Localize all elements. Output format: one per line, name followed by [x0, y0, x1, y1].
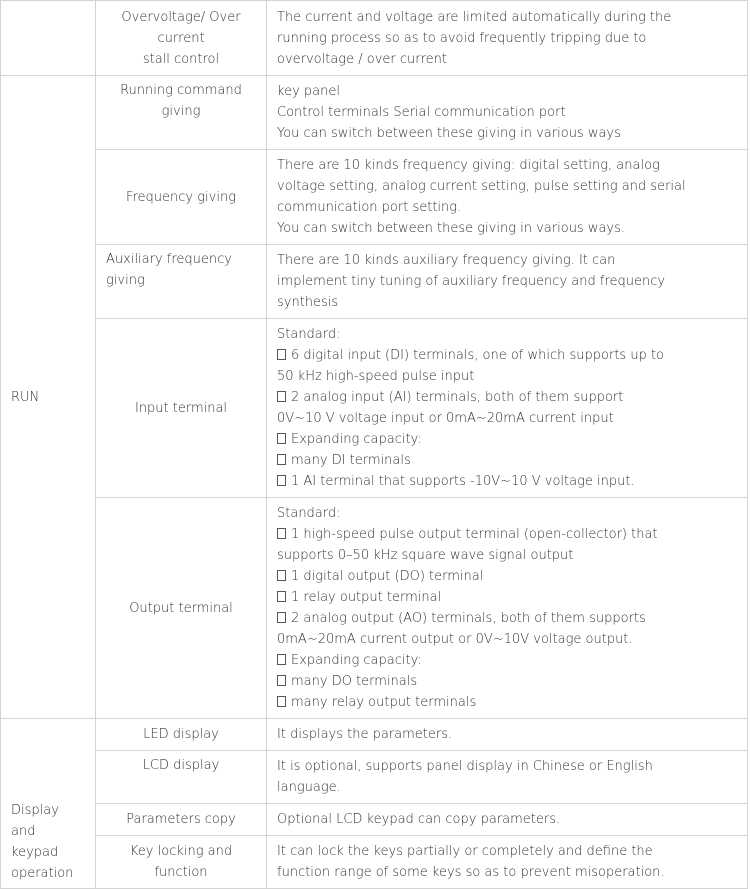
feature-frequency-giving: Frequency giving: [96, 150, 267, 245]
desc-lcd-display: It is optional, supports panel display in Chinese or English language.: [267, 751, 748, 804]
checkbox-glyph-icon: [277, 612, 286, 623]
feature-led-display: LED display: [96, 719, 267, 751]
table-row: [1, 719, 748, 751]
desc-input-terminal: Standard: 6 digital input (DI) terminals, one of which supports up to 50 kHz high-speed pulse input 2 analog input (AI) terminals, both of them support 0V~10 V voltage input or 0mA~20mA current input Expanding capacity: many DI terminals 1 AI terminal that supports -10V~10 V voltage input.: [267, 319, 748, 498]
table-row: [1, 150, 748, 245]
checkbox-glyph-icon: [277, 570, 286, 581]
checkbox-glyph-icon: [277, 454, 286, 465]
desc-frequency-giving: There are 10 kinds frequency giving: digital setting, analog voltage setting, analog current setting, pulse setting and serial communication port setting. You can switch between these giving in various ways.: [267, 150, 748, 245]
table-row: [1, 1, 748, 76]
table-row: [1, 836, 748, 889]
desc-aux-frequency: There are 10 kinds auxiliary frequency giving. It can implement tiny tuning of auxiliary frequency and frequency synthesis: [267, 245, 748, 319]
feature-overvoltage: Overvoltage/ Over current stall control: [96, 1, 267, 76]
category-run: RUN: [1, 76, 96, 719]
feature-input-terminal: Input terminal: [96, 319, 267, 498]
feature-output-terminal: Output terminal: [96, 498, 267, 719]
checkbox-glyph-icon: [277, 433, 286, 444]
table-row: [1, 319, 748, 498]
table-row: [1, 751, 748, 804]
feature-lcd-display: LCD display: [96, 751, 267, 804]
desc-led-display: It displays the parameters.: [267, 719, 748, 751]
category-display: Display and keypad operation: [1, 719, 96, 889]
table-row: [1, 245, 748, 319]
table-row: [1, 498, 748, 719]
checkbox-glyph-icon: [277, 391, 286, 402]
table-row: [1, 76, 748, 150]
table-row: [1, 804, 748, 836]
feature-parameters-copy: Parameters copy: [96, 804, 267, 836]
feature-running-command: Running command giving: [96, 76, 267, 150]
feature-key-locking: Key locking and function: [96, 836, 267, 889]
desc-overvoltage: The current and voltage are limited automatically during the running process so as to avoid frequently tripping due to overvoltage / over current: [267, 1, 748, 76]
feature-aux-frequency: Auxiliary frequency giving: [96, 245, 267, 319]
checkbox-glyph-icon: [277, 475, 286, 486]
category-cell-empty: [1, 1, 96, 76]
desc-running-command: key panel Control terminals Serial communication port You can switch between these giving in various ways: [267, 76, 748, 150]
checkbox-glyph-icon: [277, 528, 286, 539]
desc-output-terminal: Standard: 1 high-speed pulse output terminal (open-collector) that supports 0–50 kHz square wave signal output 1 digital output (DO) terminal 1 relay output terminal 2 analog output (AO) terminals, both of them supports 0mA~20mA current output or 0V~10V voltage output. Expanding capacity: many DO terminals many relay output terminals: [267, 498, 748, 719]
checkbox-glyph-icon: [277, 349, 286, 360]
desc-parameters-copy: Optional LCD keypad can copy parameters.: [267, 804, 748, 836]
checkbox-glyph-icon: [277, 591, 286, 602]
checkbox-glyph-icon: [277, 654, 286, 665]
checkbox-glyph-icon: [277, 675, 286, 686]
checkbox-glyph-icon: [277, 696, 286, 707]
desc-key-locking: It can lock the keys partially or completely and define the function range of some keys so as to prevent misoperation.: [267, 836, 748, 889]
